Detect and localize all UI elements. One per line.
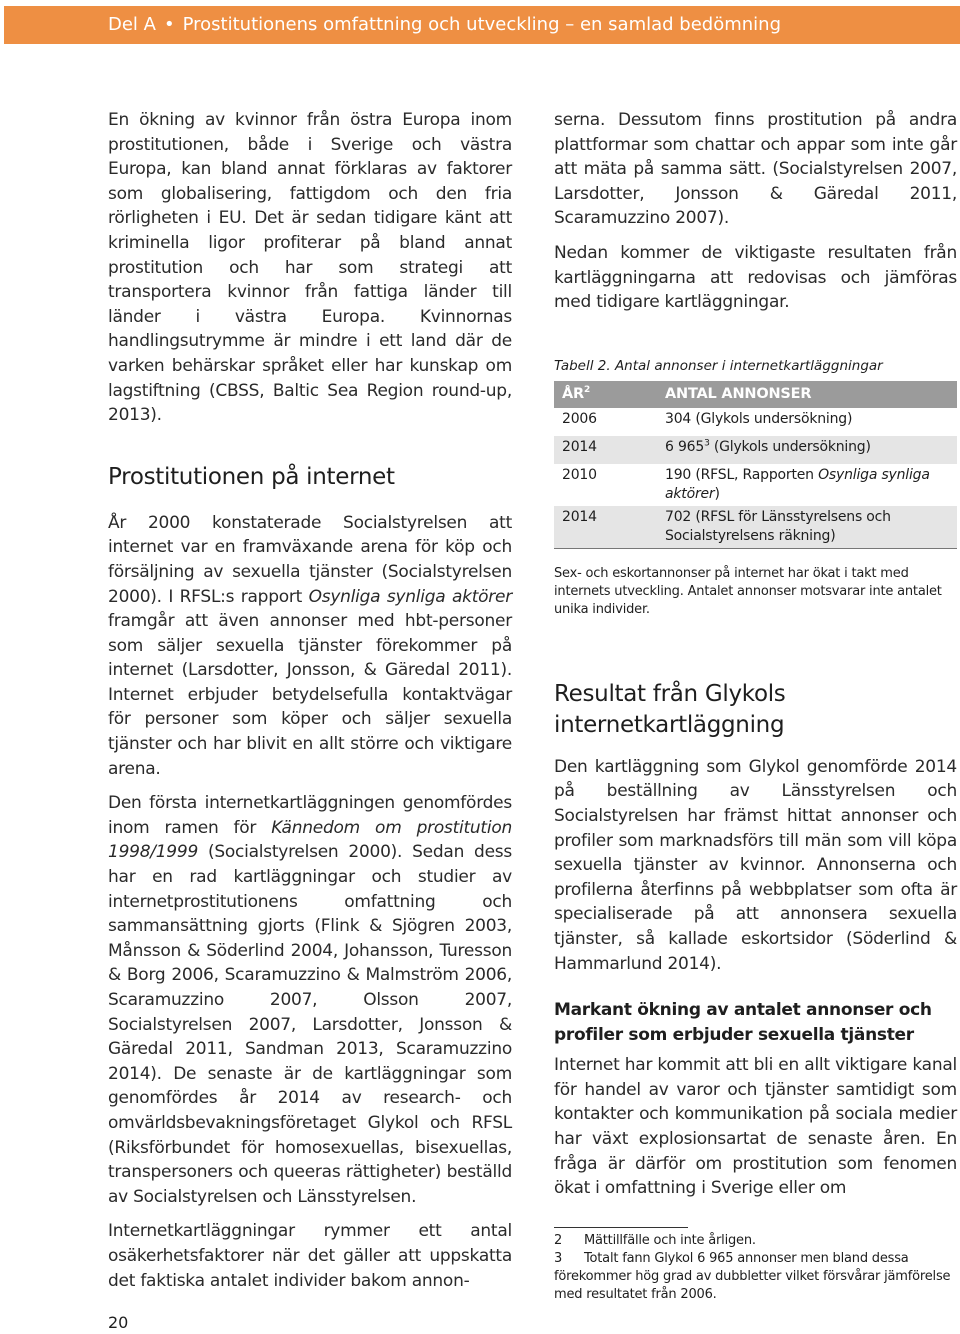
left-paragraph-1: En ökning av kvinnor från östra Europa inom prostitutionen, både i Sverige och västra Europa, kan bland annat förklaras av faktorer som globalisering, fattigdom och den fria rörligheten i EU. Det är sedan tidigare känt att kriminella ligor profiterar på bland annat prostitution och har som strategi att transportera kvinnor från fattiga länder till länder i västra Europa. Kvinnornas handlingsutrymme är mindre i ett land där de varken behärskar språket eller har kunskap om lagstiftning (CBSS, Baltic Sea Region round-up, 2013). — [108, 110, 512, 426]
report-title-italic-2: Kännedom om prostitution 1998/1999 — [108, 817, 512, 863]
ads-table — [554, 381, 957, 549]
right-paragraph-2: Nedan kommer de viktigaste resultaten från kartläggningarna att redovisas och jämföras med tidigare kartläggningar. — [554, 242, 957, 313]
table-cell-count: 304 (Glykols undersökning) — [665, 410, 853, 427]
table-cell-count: 702 (RFSL för Länsstyrelsens och Socialstyrelsens räkning) — [657, 506, 957, 549]
header-bullet: • — [163, 14, 175, 35]
right-paragraph-1: serna. Dessutom finns prostitution på andra plattformar som chattar och appar som inte går att mäta på samma sätt. (Socialstyrelsen 2007, Larsdotter, Jonsson & Gäredal 2011, Scaramuzzino 2007). — [554, 110, 957, 229]
table-cell-count: 190 (RFSL, Rapporten Osynliga synliga aktörer) — [665, 466, 930, 502]
header-title: Prostitutionens omfattning och utveckling – en samlad bedömning — [182, 14, 781, 35]
table-cell-year: 2014 — [554, 506, 657, 549]
right-column — [554, 108, 957, 1304]
table-cell-year: 2014 — [554, 436, 657, 464]
section-heading-glykol: Resultat från Glykols internetkartläggning — [554, 680, 786, 738]
left-paragraph-2: År 2000 konstaterade Socialstyrelsen att internet var en framväxande arena för köp och försäljning av sexuella tjänster (Socialstyrelsen 2000). I RFSL:s rapport Osynliga synliga aktörer framgår att även annonser med hbt-personer som säljer sexuella tjänster förekommer på internet (Larsdotter, Jonsson, & Gäredal 2011). Internet erbjuder betydelsefulla kontaktvägar för personer som köper och säljer sexuella tjänster och har blivit en allt större och viktigare arena. — [108, 512, 512, 779]
header-section: Del A — [108, 14, 156, 35]
page-number: 20 — [108, 1313, 129, 1332]
table-cell-year: 2010 — [562, 466, 597, 483]
table-row — [554, 436, 957, 464]
section-heading-internet: Prostitutionen på internet — [108, 463, 395, 490]
table-header-row — [554, 381, 957, 408]
table-cell-year: 2006 — [562, 410, 597, 427]
table-note: Sex- och eskortannonser på internet har ökat i takt med internets utveckling. Antalet annonser motsvarar inte antalet unika individer. — [554, 565, 942, 617]
table-row — [554, 408, 957, 436]
table-row — [554, 464, 957, 506]
right-paragraph-3: Den kartläggning som Glykol genomförde 2014 på beställning av Länsstyrelsen och Socialstyrelsen har främst hittat annonser och profiler som marknadsförs till män som vill köpa sexuella tjänster av kvinnor. Annonserna och profilerna återfinns på webbplatser som ofta är specialiserade på att annonsera sexuella tjänster, så kallade eskortsidor (Söderlind & Hammarlund 2014). — [554, 756, 957, 974]
table-caption: Tabell 2. Antal annonser i internetkartläggningar — [554, 357, 883, 374]
subheading-increase: Markant ökning av antalet annonser och profiler som erbjuder sexuella tjänster — [554, 1000, 932, 1045]
table-header-count: ANTAL ANNONSER — [657, 381, 957, 408]
footnote-3: 3 Totalt fann Glykol 6 965 annonser men bland dessa förekommer hög grad av dubbletter vilket försvårar jämförelse med resultatet från 2006. — [554, 1250, 951, 1302]
left-column — [108, 108, 512, 1303]
report-title-italic: Osynliga synliga aktörer — [308, 586, 512, 607]
running-header — [4, 6, 960, 44]
left-paragraph-3: Den första internetkartläggningen genomfördes inom ramen för Kännedom om prostitution 1998/1999 (Socialstyrelsen 2000). Sedan dess har en rad kartläggningar och studier av internetprostitutionens omfattning och sammansättning gjorts (Flink & Sjögren 2003, Månsson & Söderlind 2004, Johansson, Turesson & Borg 2006, Scaramuzzino & Malmström 2006, Scaramuzzino 2007, Olsson 2007, Socialstyrelsen 2007, Larsdotter, Jonsson & Gäredal 2011, Sandman 2013, Scaramuzzino 2014). De senaste är de kartläggningar som genomfördes år 2014 av research- och omvärldsbevakningsföretaget Glykol och RFSL (Riksförbundet för homosexuellas, bisexuellas, transpersoners och queeras rättigheter) beställd av Socialstyrelsen och Länsstyrelsen. — [108, 793, 512, 1207]
footnote-2: 2 Mättillfälle och inte årligen. — [554, 1232, 756, 1248]
table-header-year: $ÅR^2$ — [554, 381, 657, 408]
table-row — [554, 506, 957, 549]
right-paragraph-4: Internet har kommit att bli en allt viktigare kanal för handel av varor och tjänster samtidigt som kontakter och kommunikation på sociala medier har växt explosionsartat de senaste åren. En fråga är därför om prostitution som fenomen ökat i omfattning i Sverige eller om — [554, 1055, 957, 1199]
table-cell-count: 6 $965^3$ (Glykols undersökning) — [657, 436, 957, 464]
footnote-rule — [554, 1227, 688, 1228]
left-paragraph-4: Internetkartläggningar rymmer ett antal osäkerhetsfaktorer när det gäller att uppskatta det faktiska antalet individer bakom annon- — [108, 1221, 512, 1291]
